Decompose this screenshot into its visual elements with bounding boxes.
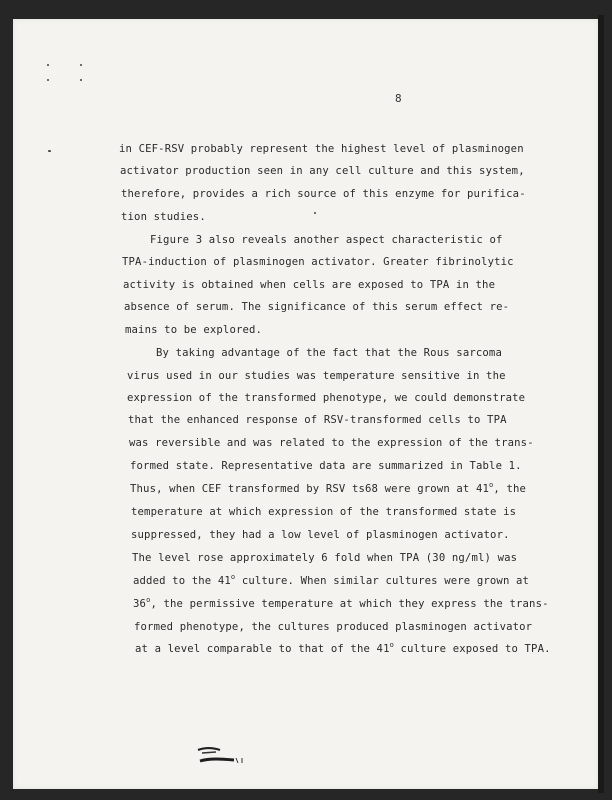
text-segment: culture exposed to TPA. (393, 643, 551, 655)
degree-mark: o (230, 573, 236, 581)
degree-mark: o (489, 481, 494, 489)
text-segment: culture. When similar cultures were grown at (235, 575, 530, 587)
text-line: absence of serum. The significance of this serum effect re- (124, 301, 510, 313)
text-segment: 36 (133, 598, 147, 610)
text-line: temperature at which expression of the transformed state is (131, 506, 517, 518)
text-line: formed phenotype, the cultures produced plasminogen activator (134, 621, 533, 633)
text-line: that the enhanced response of RSV-transformed cells to TPA (128, 414, 507, 426)
text-line: activator production seen in any cell culture and this system, (120, 165, 525, 177)
text-line (130, 482, 526, 496)
text-line (133, 597, 549, 611)
text-line (133, 574, 529, 588)
text-line: in CEF-RSV probably represent the highest level of plasminogen (119, 143, 524, 155)
text-segment: at a level comparable to that of the 41 (135, 643, 390, 655)
text-line: By taking advantage of the fact that the Rous sarcoma (156, 347, 502, 359)
degree-mark: o (146, 596, 151, 604)
text-line: was reversible and was related to the expression of the trans- (129, 437, 534, 449)
text-segment: , the (493, 483, 527, 495)
text-line: tion studies. (121, 211, 206, 223)
text-line (135, 642, 551, 656)
text-line: activity is obtained when cells are exposed to TPA in the (123, 279, 496, 291)
page-number: 8 (395, 92, 402, 105)
ink-smudge (196, 744, 248, 766)
text-line: mains to be explored. (125, 324, 263, 336)
text-line: formed state. Representative data are summarized in Table 1. (130, 460, 522, 472)
degree-mark: o (389, 641, 394, 649)
text-line: therefore, provides a rich source of this enzyme for purifica- (121, 188, 526, 200)
text-line: suppressed, they had a low level of plasminogen activator. (131, 529, 510, 541)
text-line: expression of the transformed phenotype, we could demonstrate (127, 392, 526, 404)
text-segment: Thus, when CEF transformed by RSV ts68 were grown at 41 (130, 483, 490, 495)
text-segment: , the permissive temperature at which they express the trans- (150, 598, 549, 610)
text-line: virus used in our studies was temperature sensitive in the (127, 370, 506, 382)
text-line: TPA-induction of plasminogen activator. Greater fibrinolytic (122, 256, 514, 268)
text-segment: added to the 41 (133, 575, 231, 587)
text-line: Figure 3 also reveals another aspect characteristic of (150, 234, 503, 246)
text-line: The level rose approximately 6 fold when TPA (30 ng/ml) was (132, 552, 518, 564)
